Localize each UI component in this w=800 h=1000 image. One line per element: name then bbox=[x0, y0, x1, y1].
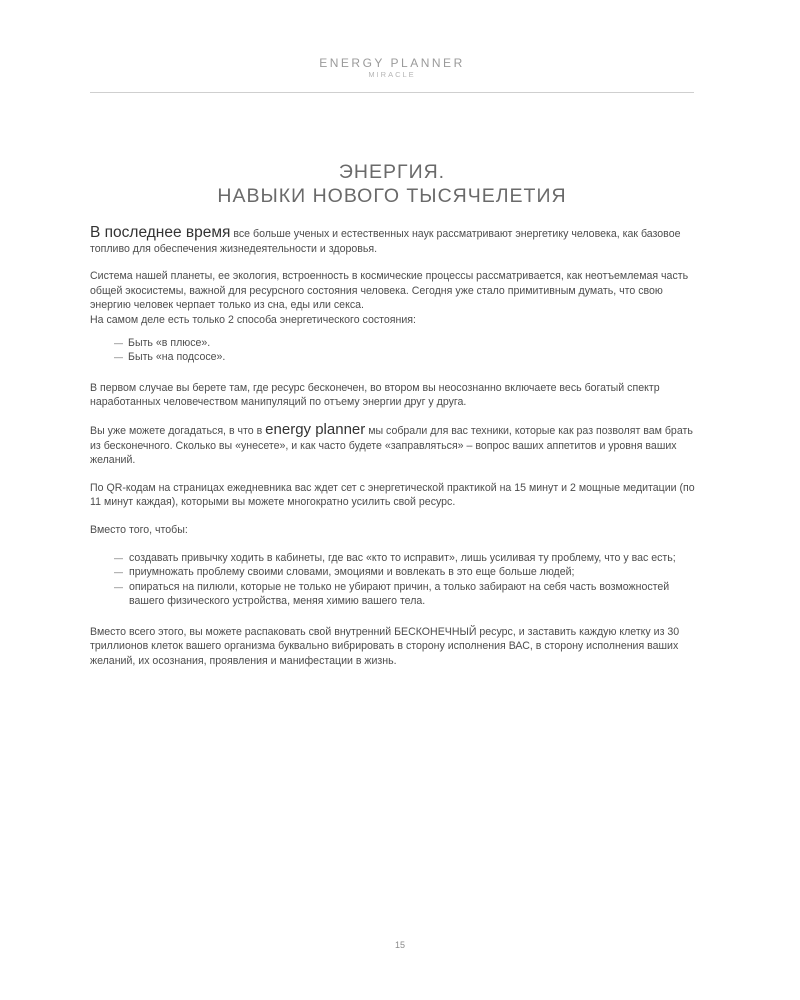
instead-list bbox=[90, 551, 696, 609]
page-number: 15 bbox=[394, 940, 405, 950]
brand-title: ENERGY PLANNER bbox=[319, 56, 465, 70]
article-body bbox=[90, 226, 696, 682]
list-item: — Быть «на подсосе». bbox=[114, 350, 696, 365]
title-line-2: НАВЫКИ НОВОГО ТЫСЯЧЕЛЕТИЯ bbox=[217, 185, 567, 207]
intro-text: все больше ученых и естественных наук рассматривают энергетику человека, как базовое топливо для обеспечения жизнедеятельности и здоровья. bbox=[90, 228, 681, 255]
paragraph-conclusion: Вместо всего этого, вы можете распаковать свой внутренний БЕСКОНЕЧНЫЙ ресурс, и заставить каждую клетку из 30 триллионов клеток вашего организма буквально вибрировать в сторону исполнения ВАС, в сторону исполнения ваших желаний, их осознания, проявления и манифестации в жизнь. bbox=[90, 625, 680, 668]
brand-subtitle: MIRACLE bbox=[368, 70, 416, 79]
header-divider bbox=[90, 92, 694, 93]
planner-accent: energy planner bbox=[265, 420, 366, 438]
list-item: — Быть «в плюсе». bbox=[114, 336, 696, 351]
paragraph-planner bbox=[90, 420, 696, 468]
paragraph-two-ways: На самом деле есть только 2 способа энергетического состояния: bbox=[90, 313, 416, 326]
planner-text-after: мы собрали для вас техники, которые как раз позволят вам брать из бесконечного. Сколько вы «унесете», и как часто будете «заправляться» – вопрос ваших аппетитов и уровня ваших желаний. bbox=[90, 424, 693, 467]
intro-paragraph bbox=[90, 226, 696, 256]
paragraph-instead: Вместо того, чтобы: bbox=[90, 523, 188, 536]
list-item: — создавать привычку ходить в кабинеты, где вас «кто то исправит», лишь усиливая ту проблему, что у вас есть; bbox=[114, 551, 696, 566]
list-item: — приумножать проблему своими словами, эмоциями и вовлекать в это еще больше людей; bbox=[114, 565, 696, 580]
planner-text-before: Вы уже можете догадаться, в что в bbox=[90, 424, 266, 437]
title-line-1: ЭНЕРГИЯ. bbox=[338, 161, 446, 183]
page-header bbox=[90, 56, 694, 80]
states-list bbox=[90, 336, 696, 365]
paragraph-first-case: В первом случае вы берете там, где ресурс бесконечен, во втором вы неосознанно включаете весь богатый спектр наработанных человечеством манипуляций по отъему энергии друг у друга. bbox=[90, 381, 660, 409]
paragraph-ecosystem: Система нашей планеты, ее экология, встроенность в космические процессы рассматривается, как неотъемлемая часть общей экосистемы, важной для ресурсного состояния человека. Сегодня уже стало примитивным думать, что свою энергию человек черпает только из сна, еды или секса. bbox=[90, 270, 689, 312]
intro-lead: В последнее время bbox=[90, 224, 231, 241]
paragraph-qr-codes: По QR-кодам на страницах ежедневника вас ждет сет с энергетической практикой на 15 минут и 2 мощные медитации (по 11 минут каждая), которыми вы можете многократно усилить свой ресурс. bbox=[90, 481, 695, 509]
page-title bbox=[90, 160, 694, 208]
list-item: — опираться на пилюли, которые не только не убирают причин, а только забирают на себя часть возможностей вашего физического устройства, меняя химию вашего тела. bbox=[114, 580, 696, 609]
